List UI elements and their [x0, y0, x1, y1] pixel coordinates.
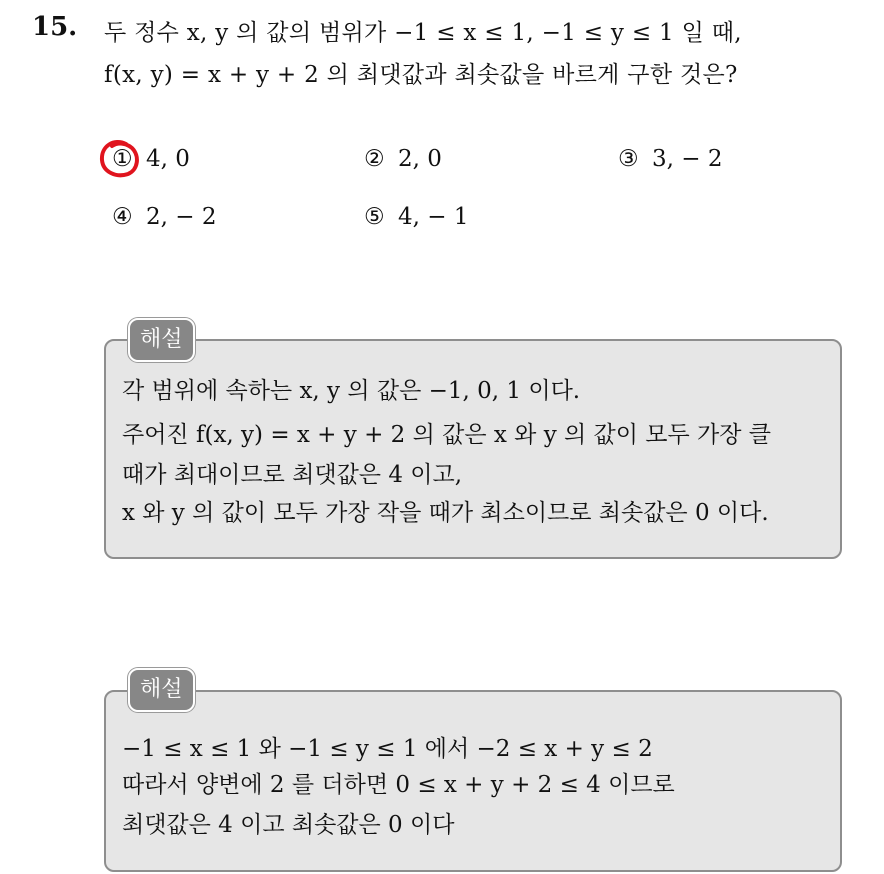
solution-1-line-3: 때가 최대이므로 최댓값은 4 이고,: [122, 462, 463, 488]
choice-1-mark: ①: [112, 146, 133, 172]
question-text-line-1: 두 정수 x, y 의 값의 범위가 −1 ≤ x ≤ 1, −1 ≤ y ≤ 1 일 때,: [104, 20, 742, 46]
choice-5[interactable]: [364, 204, 468, 230]
choice-5-value: 4, − 1: [398, 204, 469, 230]
question-number: 15.: [32, 12, 78, 42]
choice-3-mark: ③: [618, 146, 639, 172]
choice-3[interactable]: [618, 146, 722, 172]
question-text-line-2: f(x, y) = x + y + 2 의 최댓값과 최솟값을 바르게 구한 것은?: [104, 62, 738, 88]
solution-2-line-1: −1 ≤ x ≤ 1 와 −1 ≤ y ≤ 1 에서 −2 ≤ x + y ≤ 2: [122, 736, 653, 762]
choice-5-mark: ⑤: [364, 204, 385, 230]
solution-badge-1: 해설: [128, 318, 195, 362]
choice-4-mark: ④: [112, 204, 133, 230]
choice-4-value: 2, − 2: [146, 204, 217, 230]
choice-1-value: 4, 0: [146, 146, 190, 172]
solution-2-line-3: 최댓값은 4 이고 최솟값은 0 이다: [122, 812, 455, 838]
choice-2-mark: ②: [364, 146, 385, 172]
choice-4[interactable]: [112, 204, 216, 230]
solution-1-line-1: 각 범위에 속하는 x, y 의 값은 −1, 0, 1 이다.: [122, 378, 581, 404]
solution-2-line-2: 따라서 양변에 2 를 더하면 0 ≤ x + y + 2 ≤ 4 이므로: [122, 772, 675, 798]
choice-3-value: 3, − 2: [652, 146, 723, 172]
choice-2-value: 2, 0: [398, 146, 442, 172]
choice-1[interactable]: [112, 146, 190, 172]
solution-1-line-2: 주어진 f(x, y) = x + y + 2 의 값은 x 와 y 의 값이 모두 가장 클: [122, 422, 771, 448]
solution-1-line-4: x 와 y 의 값이 모두 가장 작을 때가 최소이므로 최솟값은 0 이다.: [122, 500, 769, 526]
choice-2[interactable]: [364, 146, 442, 172]
solution-badge-2: 해설: [128, 668, 195, 712]
